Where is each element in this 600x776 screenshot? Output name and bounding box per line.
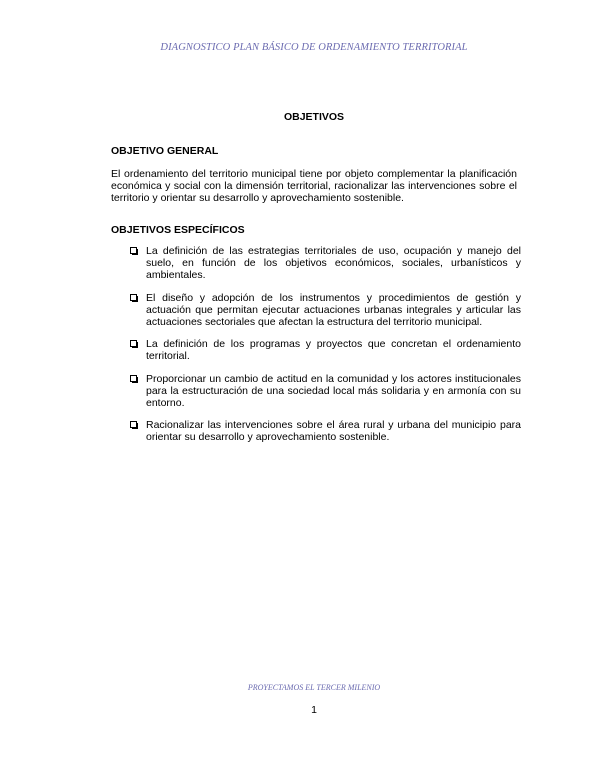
checkbox-bullet-icon (130, 294, 137, 301)
list-item (111, 292, 521, 328)
list-item (111, 373, 521, 409)
page-number: 1 (311, 704, 317, 716)
list-item (111, 245, 521, 281)
page-title: OBJETIVOS (283, 111, 345, 123)
general-objective-text: El ordenamiento del territorio municipal tiene por objeto complementar la planificación económica y social con la dimensión territorial, racionalizar las intervenciones sobre el territorio y orientar su desarrollo y aprovechamiento sostenible. (111, 168, 517, 204)
list-item (111, 338, 521, 362)
page-footer: PROYECTAMOS EL TERCER MILENIO (247, 683, 381, 692)
page-header: DIAGNOSTICO PLAN BÁSICO DE ORDENAMIENTO TERRITORIAL (160, 42, 468, 53)
general-objective-heading: OBJETIVO GENERAL (111, 145, 219, 157)
specific-objectives-heading: OBJETIVOS ESPECÍFICOS (111, 224, 245, 236)
list-item-text: La definición de los programas y proyectos que concretan el ordenamiento territorial. (146, 338, 521, 362)
list-item (111, 419, 521, 443)
specific-objectives-list (111, 245, 521, 454)
list-item-text: El diseño y adopción de los instrumentos y procedimientos de gestión y actuación que permitan ejecutar actuaciones urbanas integrales y articular las actuaciones sectoriales que afectan la estructura del territorio municipal. (146, 291, 521, 328)
checkbox-bullet-icon (130, 247, 137, 254)
list-item-text: La definición de las estrategias territoriales de uso, ocupación y manejo del suelo, en función de los objetivos económicos, sociales, urbanísticos y ambientales. (146, 245, 521, 281)
checkbox-bullet-icon (130, 340, 137, 347)
checkbox-bullet-icon (130, 421, 137, 428)
checkbox-bullet-icon (130, 375, 137, 382)
list-item-text: Racionalizar las intervenciones sobre el área rural y urbana del municipio para orientar su desarrollo y aprovechamiento sostenible. (146, 419, 521, 443)
list-item-text: Proporcionar un cambio de actitud en la comunidad y los actores institucionales para la estructuración de una sociedad local más solidaria y en armonía con su entorno. (146, 372, 521, 409)
